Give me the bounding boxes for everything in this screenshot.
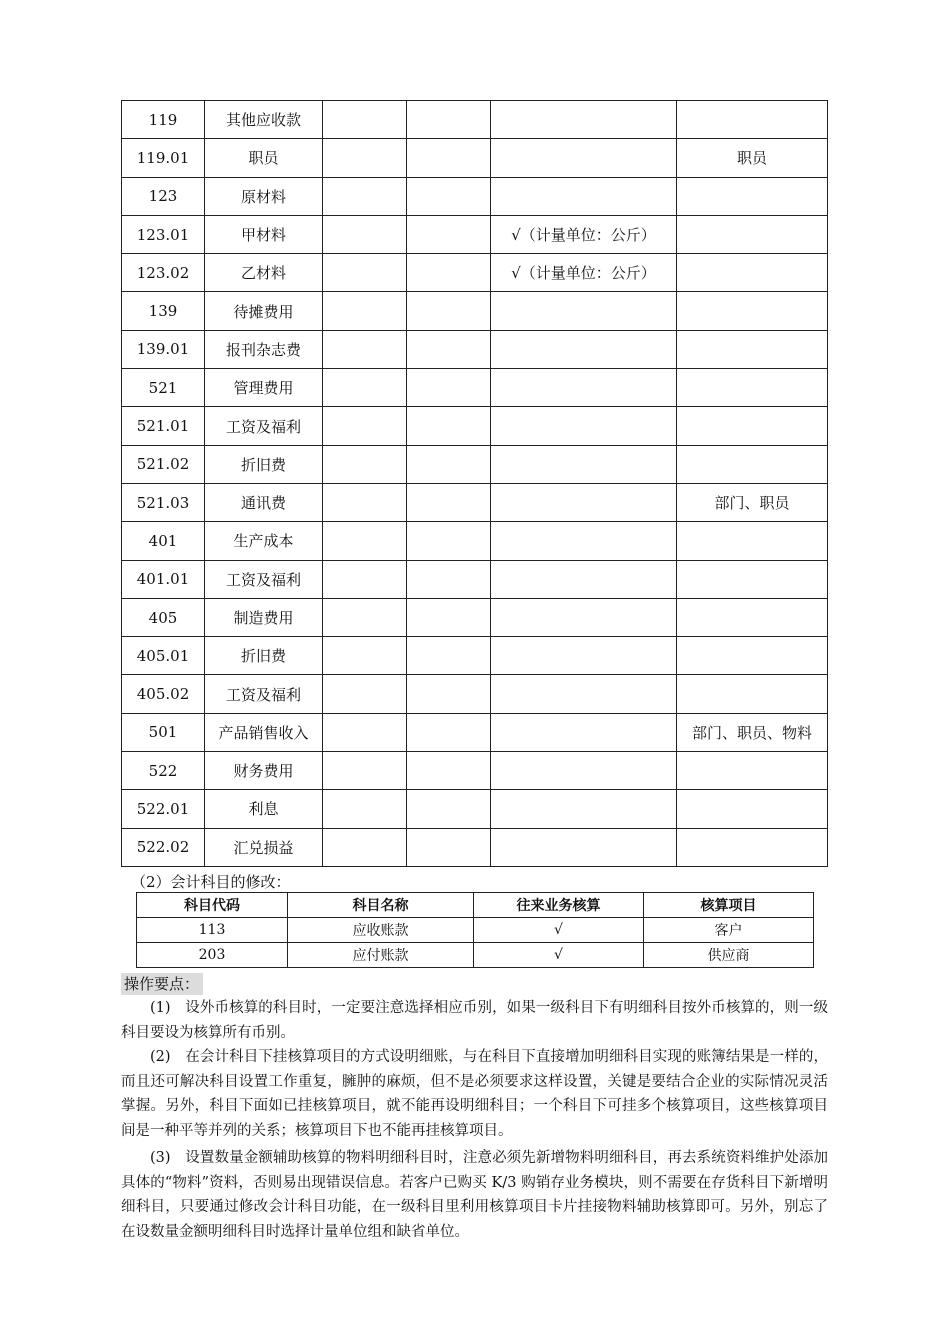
table-row (122, 828, 828, 866)
cell-name: 应收账款 (288, 918, 474, 943)
cell-col4 (407, 560, 491, 598)
table-row (122, 407, 828, 445)
cell-quantity (491, 369, 677, 407)
cell-col3 (323, 177, 407, 215)
cell-col4 (407, 101, 491, 139)
cell-items (677, 752, 828, 790)
cell-code: 405.01 (122, 637, 205, 675)
cell-col3 (323, 522, 407, 560)
header-account-name: 科目名称 (288, 893, 474, 918)
table-row (122, 177, 828, 215)
cell-col3 (323, 254, 407, 292)
cell-col4 (407, 330, 491, 368)
cell-quantity (491, 522, 677, 560)
cell-quantity (491, 330, 677, 368)
cell-quantity (491, 483, 677, 521)
table-row (122, 637, 828, 675)
cell-name: 工资及福利 (205, 560, 323, 598)
cell-name: 财务费用 (205, 752, 323, 790)
cell-col4 (407, 215, 491, 253)
cell-code: 139 (122, 292, 205, 330)
cell-quantity (491, 828, 677, 866)
table-row (122, 713, 828, 751)
cell-col3 (323, 407, 407, 445)
cell-col4 (407, 752, 491, 790)
cell-contact: √ (474, 918, 644, 943)
cell-code: 113 (137, 918, 288, 943)
cell-items (677, 369, 828, 407)
cell-col4 (407, 598, 491, 636)
cell-name: 制造费用 (205, 598, 323, 636)
cell-name: 工资及福利 (205, 675, 323, 713)
cell-name: 管理费用 (205, 369, 323, 407)
cell-col4 (407, 713, 491, 751)
cell-items (677, 445, 828, 483)
cell-name: 利息 (205, 790, 323, 828)
cell-col3 (323, 598, 407, 636)
table-row (122, 330, 828, 368)
cell-code: 123.02 (122, 254, 205, 292)
table-row (122, 560, 828, 598)
cell-name: 汇兑损益 (205, 828, 323, 866)
cell-items (677, 407, 828, 445)
cell-quantity (491, 560, 677, 598)
cell-name: 报刊杂志费 (205, 330, 323, 368)
cell-col3 (323, 292, 407, 330)
table-row (122, 675, 828, 713)
cell-quantity (491, 101, 677, 139)
cell-code: 521.03 (122, 483, 205, 521)
cell-col3 (323, 752, 407, 790)
cell-quantity (491, 790, 677, 828)
modification-header-row (137, 893, 814, 918)
cell-col4 (407, 407, 491, 445)
cell-col4 (407, 675, 491, 713)
cell-code: 203 (137, 943, 288, 968)
cell-col4 (407, 828, 491, 866)
cell-code: 522 (122, 752, 205, 790)
cell-quantity (491, 407, 677, 445)
cell-name: 其他应收款 (205, 101, 323, 139)
accounts-table (121, 100, 828, 867)
cell-col4 (407, 254, 491, 292)
table-row (122, 254, 828, 292)
cell-items (677, 522, 828, 560)
ops-paragraph-3: (3) 设置数量金额辅助核算的物料明细科目时，注意必须先新增物料明细科目，再去系统资料维护处添加具体的“物料”资料，否则易出现错误信息。若客户已购买 K/3 购销存业务模块，则不需要在存货科目下新增明细科目，只要通过修改会计科目功能，在一级科目里利用核算项目卡片挂接物料辅助核算即可。另外，别忘了在设数量金额明细科目时选择计量单位组和缺省单位。 (121, 1150, 828, 1240)
cell-items (677, 177, 828, 215)
cell-items (677, 560, 828, 598)
cell-name: 折旧费 (205, 445, 323, 483)
cell-items (677, 598, 828, 636)
header-contact-accounting: 往来业务核算 (474, 893, 644, 918)
cell-code: 119.01 (122, 139, 205, 177)
cell-items (677, 101, 828, 139)
table-row (122, 483, 828, 521)
modification-table (136, 892, 814, 968)
cell-items (677, 828, 828, 866)
cell-name: 通讯费 (205, 483, 323, 521)
cell-col4 (407, 445, 491, 483)
table-row (122, 598, 828, 636)
cell-items (677, 254, 828, 292)
cell-code: 123.01 (122, 215, 205, 253)
table-row (137, 918, 814, 943)
cell-col3 (323, 445, 407, 483)
cell-quantity (491, 637, 677, 675)
cell-contact: √ (474, 943, 644, 968)
cell-col4 (407, 139, 491, 177)
cell-quantity (491, 177, 677, 215)
cell-quantity (491, 139, 677, 177)
table-row (122, 101, 828, 139)
cell-quantity (491, 752, 677, 790)
cell-code: 405.02 (122, 675, 205, 713)
cell-code: 521 (122, 369, 205, 407)
cell-items: 部门、职员、物料 (677, 713, 828, 751)
cell-items (677, 292, 828, 330)
table-row (122, 292, 828, 330)
cell-col3 (323, 828, 407, 866)
cell-code: 401.01 (122, 560, 205, 598)
cell-col3 (323, 483, 407, 521)
cell-code: 521.02 (122, 445, 205, 483)
cell-items (677, 675, 828, 713)
cell-name: 待摊费用 (205, 292, 323, 330)
cell-code: 405 (122, 598, 205, 636)
table-row (122, 790, 828, 828)
cell-name: 乙材料 (205, 254, 323, 292)
cell-code: 501 (122, 713, 205, 751)
cell-quantity: √（计量单位：公斤） (491, 254, 677, 292)
cell-name: 工资及福利 (205, 407, 323, 445)
cell-col3 (323, 713, 407, 751)
cell-col3 (323, 369, 407, 407)
cell-code: 521.01 (122, 407, 205, 445)
table-row (122, 139, 828, 177)
table-row (122, 522, 828, 560)
cell-col4 (407, 292, 491, 330)
cell-quantity (491, 598, 677, 636)
cell-col3 (323, 560, 407, 598)
cell-quantity (491, 675, 677, 713)
cell-col3 (323, 675, 407, 713)
cell-col3 (323, 330, 407, 368)
cell-items: 部门、职员 (677, 483, 828, 521)
cell-col4 (407, 790, 491, 828)
header-account-code: 科目代码 (137, 893, 288, 918)
cell-name: 职员 (205, 139, 323, 177)
cell-col3 (323, 637, 407, 675)
cell-col4 (407, 369, 491, 407)
cell-name: 甲材料 (205, 215, 323, 253)
cell-col4 (407, 637, 491, 675)
ops-paragraph-1: (1) 设外币核算的科目时，一定要注意选择相应币别，如果一级科目下有明细科目按外币核算的，则一级科目要设为核算所有币别。 (121, 1000, 828, 1041)
cell-col3 (323, 101, 407, 139)
table-row (137, 943, 814, 968)
cell-col3 (323, 215, 407, 253)
cell-col4 (407, 522, 491, 560)
ops-paragraph-2: (2) 在会计科目下挂核算项目的方式设明细账，与在科目下直接增加明细科目实现的账簿结果是一样的，而且还可解决科目设置工作重复，臃肿的麻烦，但不是必须要求这样设置，关键是要结合企业的实际情况灵活掌握。另外，科目下面如已挂核算项目，就不能再设明细科目；一个科目下可挂多个核算项目，这些核算项目间是一种平等并列的关系；核算项目下也不能再挂核算项目。 (121, 1049, 828, 1139)
cell-items: 职员 (677, 139, 828, 177)
cell-items (677, 637, 828, 675)
cell-name: 产品销售收入 (205, 713, 323, 751)
accounts-table-body (122, 101, 828, 867)
cell-col4 (407, 483, 491, 521)
cell-name: 生产成本 (205, 522, 323, 560)
modification-title: （2）会计科目的修改： (131, 873, 291, 891)
cell-code: 139.01 (122, 330, 205, 368)
cell-items: 供应商 (644, 943, 814, 968)
cell-quantity: √（计量单位：公斤） (491, 215, 677, 253)
cell-items: 客户 (644, 918, 814, 943)
ops-heading: 操作要点： (121, 973, 203, 995)
cell-col3 (323, 139, 407, 177)
table-row (122, 752, 828, 790)
header-accounting-items: 核算项目 (644, 893, 814, 918)
cell-code: 123 (122, 177, 205, 215)
cell-code: 522.01 (122, 790, 205, 828)
table-row (122, 369, 828, 407)
cell-code: 401 (122, 522, 205, 560)
cell-col3 (323, 790, 407, 828)
cell-quantity (491, 292, 677, 330)
cell-code: 119 (122, 101, 205, 139)
cell-items (677, 330, 828, 368)
table-row (122, 215, 828, 253)
cell-name: 应付账款 (288, 943, 474, 968)
cell-code: 522.02 (122, 828, 205, 866)
cell-items (677, 790, 828, 828)
cell-name: 折旧费 (205, 637, 323, 675)
table-row (122, 445, 828, 483)
cell-name: 原材料 (205, 177, 323, 215)
cell-items (677, 215, 828, 253)
cell-quantity (491, 713, 677, 751)
cell-quantity (491, 445, 677, 483)
cell-col4 (407, 177, 491, 215)
